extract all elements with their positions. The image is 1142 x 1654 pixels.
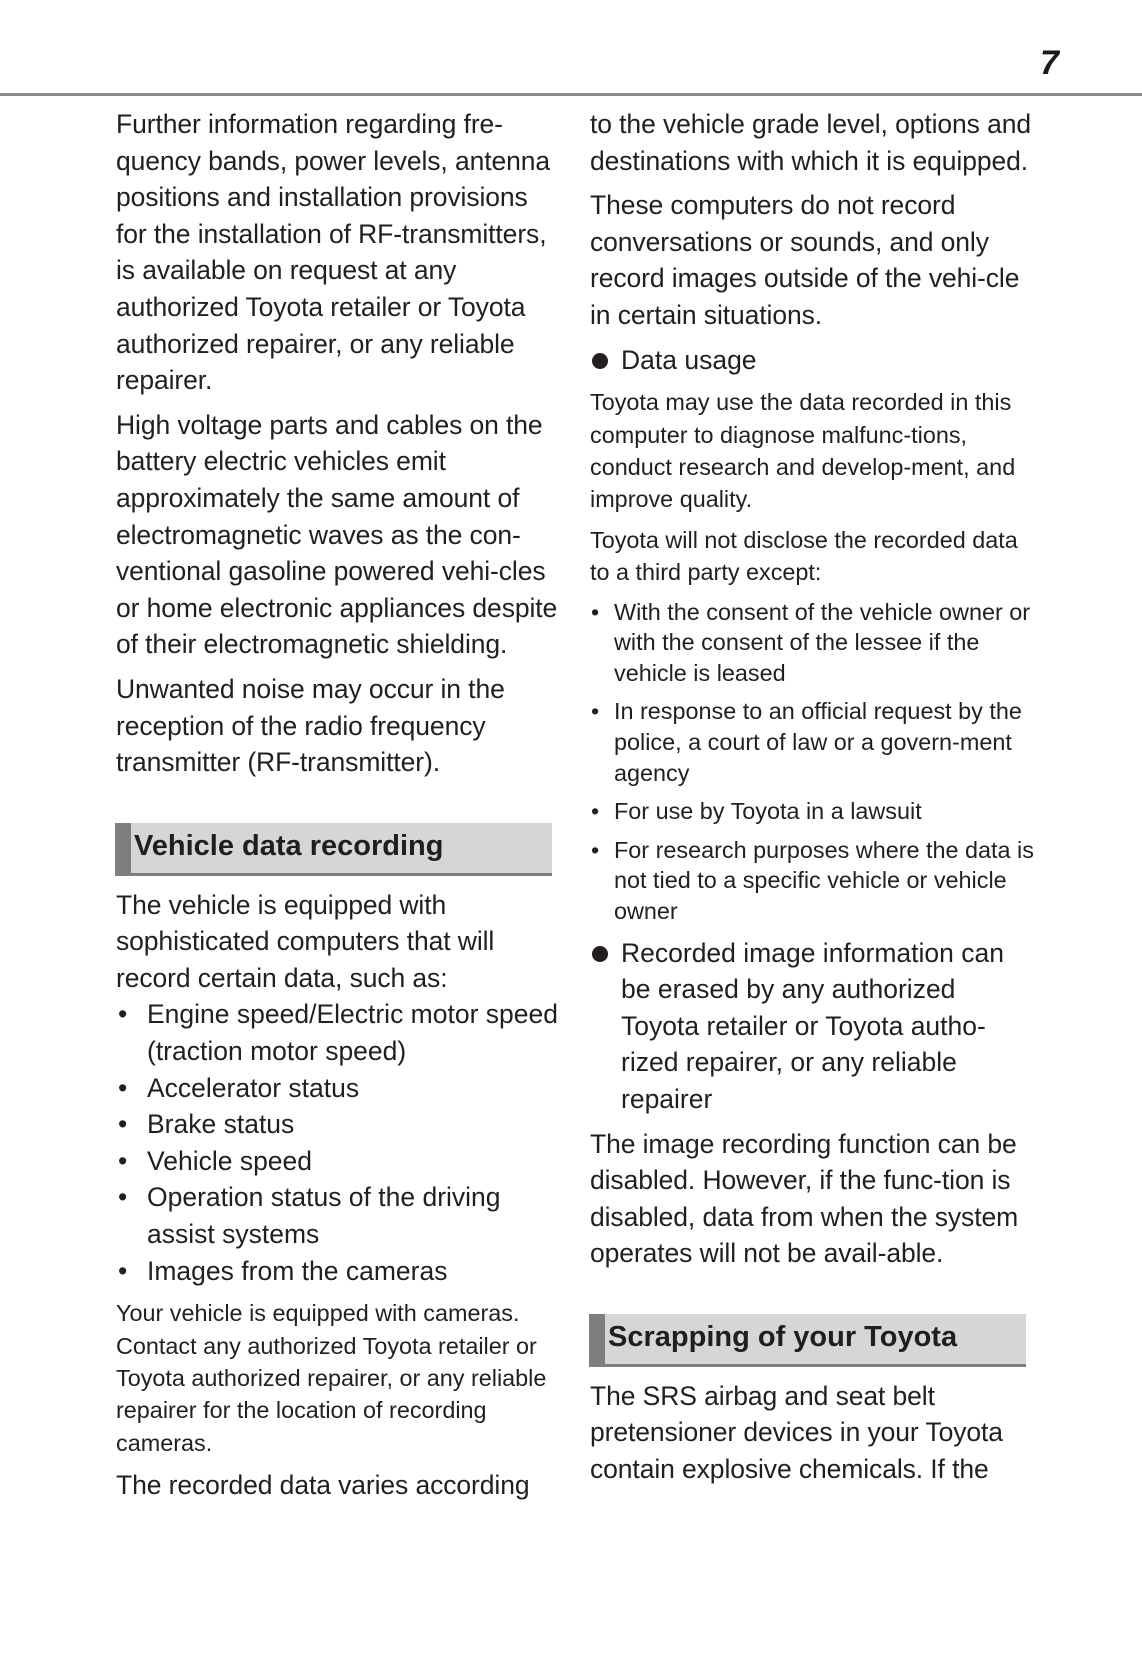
page-number: 7	[1040, 44, 1059, 82]
bullet-icon: •	[591, 798, 600, 825]
list-item: • Operation status of the driving assist systems	[116, 1179, 561, 1252]
section-title: Scrapping of your Toyota	[608, 1320, 958, 1353]
bullet-icon: •	[118, 1072, 128, 1103]
bullet-icon: •	[118, 999, 128, 1030]
rf-info-paragraph: Further information regarding fre-quency bands, power levels, antenna positions and installation provisions for the installation of RF-transmitters, is available on request at any authorized Toyota retailer or Toyota authorized repairer, or any reliable repairer.	[116, 109, 551, 396]
list-item: • With the consent of the vehicle owner or with the consent of the lessee if the vehicle is leased	[591, 598, 1031, 686]
list-item: • In response to an official request by the police, a court of law or a govern-ment agency	[591, 698, 1022, 786]
bullet-icon: •	[591, 836, 600, 863]
left-column	[116, 106, 561, 1512]
list-item: • Engine speed/Electric motor speed (traction motor speed)	[116, 996, 561, 1069]
list-item: • Images from the cameras	[116, 1253, 561, 1290]
list-item: • For research purposes where the data is not tied to a specific vehicle or vehicle owner	[591, 836, 1034, 924]
bullet-icon: •	[118, 1255, 128, 1286]
bullet-icon: •	[591, 598, 600, 625]
bullet-icon: •	[118, 1182, 128, 1213]
erase-info-bullet: Recorded image information can be erased by any authorized Toyota retailer or Toyota autho-rized repairer, or any reliable repairer	[590, 935, 1035, 1118]
right-column	[590, 106, 1035, 1496]
disclosure-paragraph: Toyota will not disclose the recorded data to a third party except:	[590, 526, 1018, 586]
bullet-icon: •	[118, 1109, 128, 1140]
disclosure-exceptions-list	[590, 597, 1035, 927]
recorded-data-varies-text: The recorded data varies according	[116, 1470, 530, 1501]
header-rule	[0, 93, 1142, 96]
disc-bullet-icon	[592, 353, 608, 369]
continuation-paragraph: to the vehicle grade level, options and destinations with which it is equipped.	[590, 109, 1032, 176]
list-item: • Accelerator status	[116, 1070, 561, 1107]
data-usage-heading: Data usage	[590, 342, 1035, 379]
section-header-vehicle-data-recording	[115, 823, 552, 876]
section-accent-stripe	[589, 1314, 605, 1364]
disable-paragraph: The image recording function can be disabled. However, if the func-tion is disabled, data from when the system operates will not be avail-able.	[590, 1128, 1019, 1269]
bullet-icon: •	[591, 698, 600, 725]
data-usage-paragraph: Toyota may use the data recorded in this computer to diagnose malfunc-tions, conduct research and develop-ment, and improve quality.	[590, 389, 1016, 513]
scrapping-paragraph: The SRS airbag and seat belt pretensioner devices in your Toyota contain explosive chemicals. If the	[590, 1380, 1003, 1485]
list-item: • Brake status	[116, 1106, 561, 1143]
camera-note: Your vehicle is equipped with cameras. Contact any authorized Toyota retailer or Toyota authorized repairer, or any reliable repairer for the location of recording cameras.	[116, 1300, 547, 1456]
section-accent-stripe	[115, 823, 131, 873]
bullet-icon: •	[118, 1145, 128, 1176]
list-item: • Vehicle speed	[116, 1143, 561, 1180]
disc-bullet-icon	[592, 946, 608, 962]
recorded-data-list	[116, 996, 561, 1289]
noise-paragraph: Unwanted noise may occur in the reception of the radio frequency transmitter (RF-transmitter).	[116, 673, 505, 778]
section-header-scrapping	[589, 1314, 1026, 1367]
high-voltage-paragraph: High voltage parts and cables on the battery electric vehicles emit approximately the same amount of electromagnetic waves as the con-ventional gasoline powered vehi-cles or home electronic appliances despite of their electromagnetic shielding.	[116, 409, 558, 660]
no-record-paragraph: These computers do not record conversations or sounds, and only record images outside of the vehi-cle in certain situations.	[590, 190, 1020, 330]
section-title: Vehicle data recording	[134, 829, 444, 862]
vehicle-data-intro: The vehicle is equipped with sophisticated computers that will record certain data, such as:	[116, 889, 495, 993]
list-item: • For use by Toyota in a lawsuit	[590, 796, 1035, 827]
